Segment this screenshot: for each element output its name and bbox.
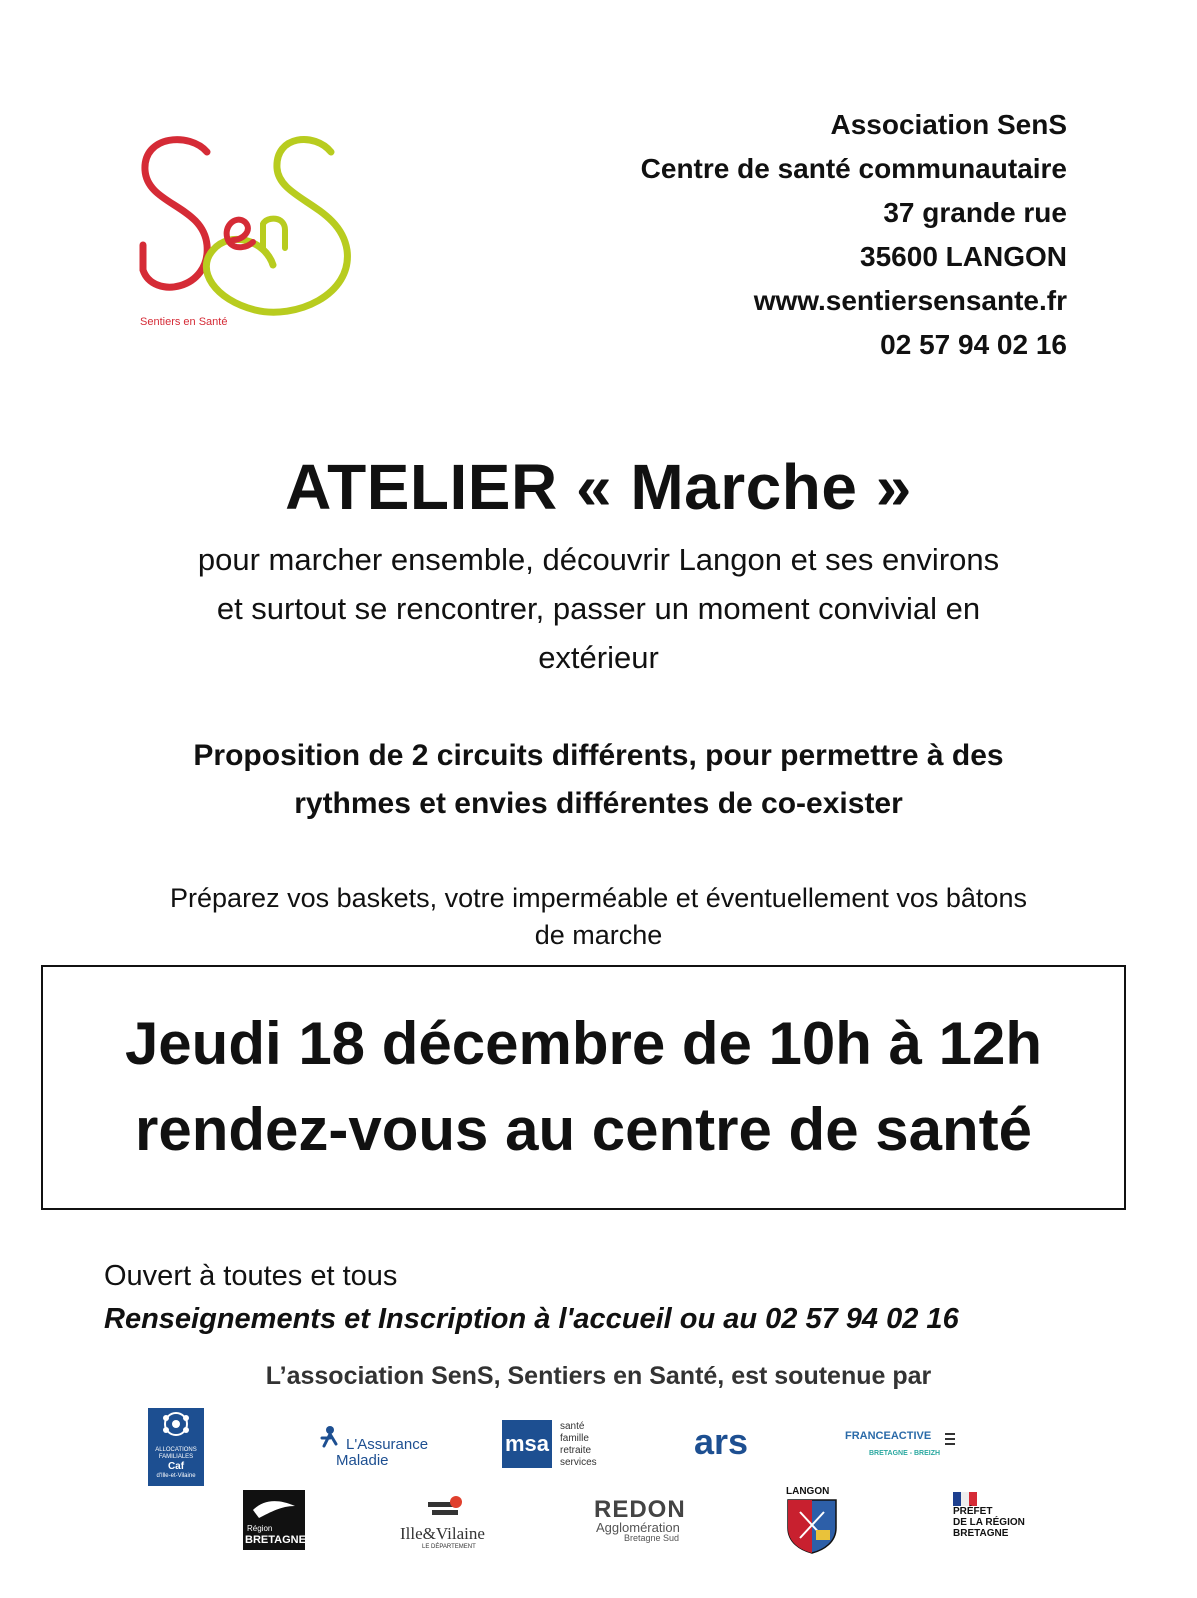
redon-text2: Agglomération [596,1520,680,1535]
langon-shield-icon [786,1498,838,1554]
marianne-flag-icon [953,1492,977,1506]
prefet-text1: PRÉFET [953,1506,993,1517]
redon-text1: REDON [594,1496,686,1523]
langon-text: LANGON [786,1486,830,1497]
prepare-text [80,880,1117,954]
city-address: 35600 LANGON [860,241,1067,272]
region-bretagne-logo [243,1490,305,1550]
ille-vilaine-logo [400,1494,500,1554]
open-to-all: Ouvert à toutes et tous [104,1260,398,1292]
france-active-text2: BRETAGNE - BREIZH [869,1450,941,1457]
assurance-figure-icon [318,1424,342,1454]
address-block [641,103,1067,367]
msa-mark: msa [502,1420,552,1468]
intro-line: pour marcher ensemble, découvrir Langon et ses environs [197,542,1000,577]
centre-name: Centre de santé communautaire [640,153,1067,184]
region-bird-icon [251,1496,297,1520]
prefet-logo [953,1492,1033,1554]
france-active-bar [945,1433,955,1435]
prepare-line: Préparez vos baskets, votre imperméable et éventuellement vos bâtons [170,883,1027,913]
ars-mark: ars [694,1421,749,1462]
caf-emblem-icon [148,1408,204,1442]
assurance-text2: Maladie [336,1452,389,1469]
france-active-logo [845,1430,960,1462]
phone-number: 02 57 94 02 16 [880,329,1067,360]
proposition-text [80,732,1117,828]
caf-text2: FAMILIALES [158,1454,194,1460]
caf-text4: d'Ille-et-Vilaine [156,1473,196,1479]
proposition-line: rythmes et envies différentes de co-exister [294,787,903,820]
logo-tagline: Sentiers en Santé [140,316,228,328]
assurance-text1: L'Assurance [346,1436,429,1453]
proposition-line: Proposition de 2 circuits différents, pour permettre à des [193,739,1004,772]
sens-logo-graphic [135,130,365,330]
ille-vilaine-emblem-icon [428,1494,464,1524]
ille-vilaine-text2: LE DÉPARTEMENT [422,1544,476,1550]
association-name: Association SenS [830,109,1067,140]
page-title: ATELIER « Marche » [285,451,912,523]
sens-logo [135,130,365,330]
caf-text3: Caf [167,1461,185,1472]
intro-line: extérieur [538,640,659,675]
caf-text1: ALLOCATIONS [155,1447,197,1453]
france-active-bar [945,1438,955,1440]
prefet-text3: BRETAGNE [953,1528,1009,1539]
redon-logo [594,1496,704,1546]
redon-text3: Bretagne Sud [624,1533,680,1543]
msa-text3: retraite [560,1445,592,1456]
prefet-text2: DE LA RÉGION [953,1517,1025,1528]
intro-text [100,535,1097,682]
caf-logo [148,1408,204,1486]
langon-logo [784,1486,842,1554]
assurance-maladie-logo [318,1420,433,1472]
ille-vilaine-text1: Ille&Vilaine [400,1524,485,1543]
msa-text2: famille [560,1433,589,1444]
date-box [41,965,1126,1210]
website-link[interactable]: www.sentiersensante.fr [753,285,1067,316]
region-text2: BRETAGNE [245,1534,306,1546]
msa-text1: santé [560,1421,585,1432]
registration-info: Renseignements et Inscription à l'accueil ou au 02 57 94 02 16 [104,1303,959,1335]
region-text1: Région [247,1524,273,1533]
france-active-text1: FRANCEACTIVE [845,1430,932,1442]
msa-logo [502,1420,617,1470]
msa-text4: services [560,1457,597,1468]
meeting-place: rendez-vous au centre de santé [135,1096,1032,1163]
intro-line: et surtout se rencontrer, passer un moment convivial en [216,591,981,626]
ars-logo [694,1422,764,1466]
street-address: 37 grande rue [883,197,1067,228]
support-heading: L’association SenS, Sentiers en Santé, est soutenue par [265,1362,932,1390]
france-active-bar [945,1443,955,1445]
prepare-line: de marche [534,920,663,950]
date-time: Jeudi 18 décembre de 10h à 12h [124,1010,1043,1077]
